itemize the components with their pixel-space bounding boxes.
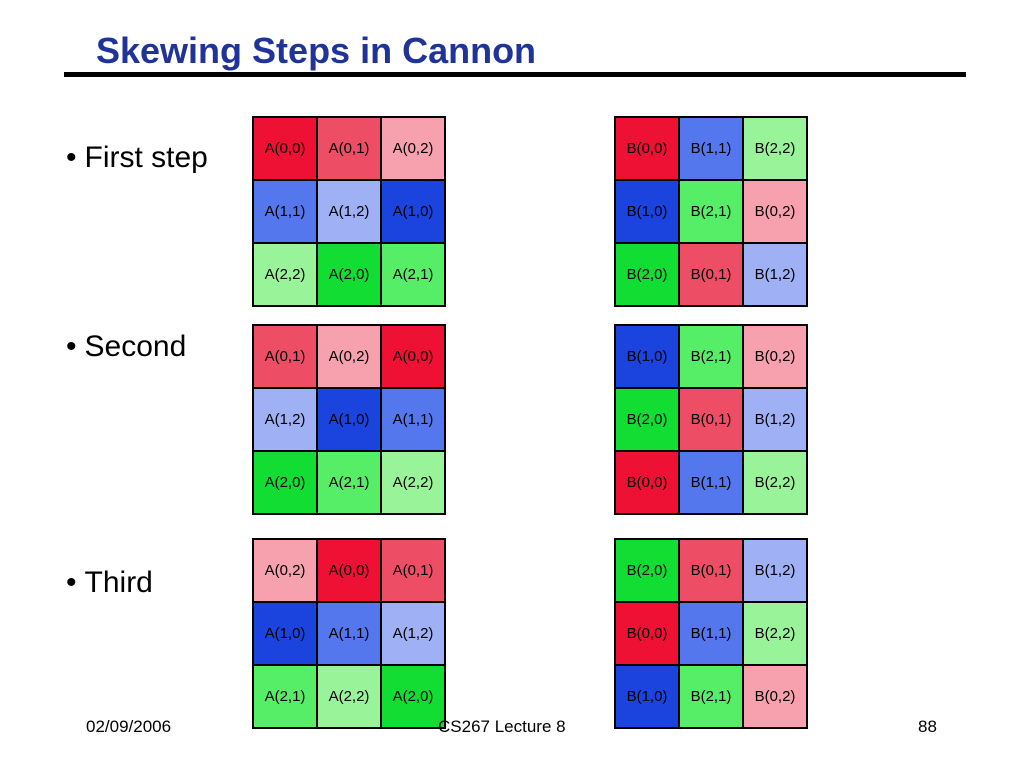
matrix-grid-first-b <box>614 116 808 307</box>
matrix-grid-second-b <box>614 324 808 515</box>
matrix-cell: A(0,1) <box>382 540 446 603</box>
matrix-cell: A(2,1) <box>318 452 382 515</box>
matrix-cell: A(1,1) <box>318 603 382 666</box>
matrix-cell: B(1,0) <box>616 666 680 729</box>
matrix-cell: A(2,1) <box>382 244 446 307</box>
matrix-cell: B(0,0) <box>616 118 680 181</box>
matrix-cell: B(2,2) <box>744 118 808 181</box>
matrix-cell: A(1,0) <box>318 389 382 452</box>
matrix-cell: B(0,0) <box>616 603 680 666</box>
matrix-cell: A(1,1) <box>254 181 318 244</box>
matrix-cell: A(2,1) <box>254 666 318 729</box>
matrix-cell: A(2,2) <box>254 244 318 307</box>
footer-course: CS267 Lecture 8 <box>438 717 566 736</box>
matrix-cell: A(1,2) <box>254 389 318 452</box>
matrix-cell: A(1,1) <box>382 389 446 452</box>
bullet-label: Third <box>84 566 153 599</box>
matrix-cell: A(0,2) <box>382 118 446 181</box>
bullet-dot: • <box>66 141 77 174</box>
matrix-cell: B(1,1) <box>680 603 744 666</box>
title-underline <box>64 72 966 77</box>
matrix-cell: B(1,1) <box>680 452 744 515</box>
matrix-cell: B(2,2) <box>744 603 808 666</box>
matrix-cell: A(0,0) <box>382 326 446 389</box>
matrix-cell: B(2,1) <box>680 666 744 729</box>
matrix-cell: A(0,2) <box>318 326 382 389</box>
matrix-cell: A(2,2) <box>382 452 446 515</box>
bullet-dot: • <box>66 566 77 599</box>
matrix-cell: B(2,0) <box>616 540 680 603</box>
matrix-cell: A(0,1) <box>318 118 382 181</box>
matrix-cell: B(0,1) <box>680 389 744 452</box>
matrix-cell: A(2,0) <box>382 666 446 729</box>
matrix-cell: B(0,2) <box>744 326 808 389</box>
matrix-cell: B(2,2) <box>744 452 808 515</box>
matrix-cell: B(1,0) <box>616 326 680 389</box>
matrix-cell: B(1,1) <box>680 118 744 181</box>
footer-date: 02/09/2006 <box>86 717 172 736</box>
matrix-cell: B(0,1) <box>680 540 744 603</box>
matrix-cell: A(2,0) <box>254 452 318 515</box>
matrix-cell: A(1,2) <box>382 603 446 666</box>
matrix-cell: B(0,2) <box>744 666 808 729</box>
matrix-cell: A(1,0) <box>254 603 318 666</box>
matrix-cell: A(2,0) <box>318 244 382 307</box>
matrix-grid-third-b <box>614 538 808 729</box>
matrix-cell: B(1,2) <box>744 244 808 307</box>
matrix-cell: B(2,1) <box>680 326 744 389</box>
matrix-grid-second-a <box>252 324 446 515</box>
matrix-grid-first-a <box>252 116 446 307</box>
matrix-cell: A(0,0) <box>254 118 318 181</box>
matrix-cell: A(2,2) <box>318 666 382 729</box>
matrix-cell: B(0,2) <box>744 181 808 244</box>
slide-title: Skewing Steps in Cannon <box>96 30 537 71</box>
bullet-third <box>66 566 153 600</box>
bullet-dot: • <box>66 330 77 363</box>
matrix-cell: B(2,0) <box>616 389 680 452</box>
bullet-second <box>66 330 186 364</box>
matrix-cell: A(0,2) <box>254 540 318 603</box>
matrix-cell: A(1,2) <box>318 181 382 244</box>
matrix-cell: A(0,1) <box>254 326 318 389</box>
matrix-cell: B(1,0) <box>616 181 680 244</box>
matrix-cell: B(1,2) <box>744 389 808 452</box>
matrix-cell: B(2,1) <box>680 181 744 244</box>
matrix-cell: B(0,1) <box>680 244 744 307</box>
matrix-cell: B(1,2) <box>744 540 808 603</box>
bullet-first-step <box>66 141 208 175</box>
matrix-grid-third-a <box>252 538 446 729</box>
matrix-cell: B(0,0) <box>616 452 680 515</box>
matrix-cell: A(0,0) <box>318 540 382 603</box>
footer-page-number: 88 <box>918 717 937 736</box>
matrix-cell: B(2,0) <box>616 244 680 307</box>
bullet-label: Second <box>84 330 187 363</box>
matrix-cell: A(1,0) <box>382 181 446 244</box>
bullet-label: First step <box>84 141 208 174</box>
